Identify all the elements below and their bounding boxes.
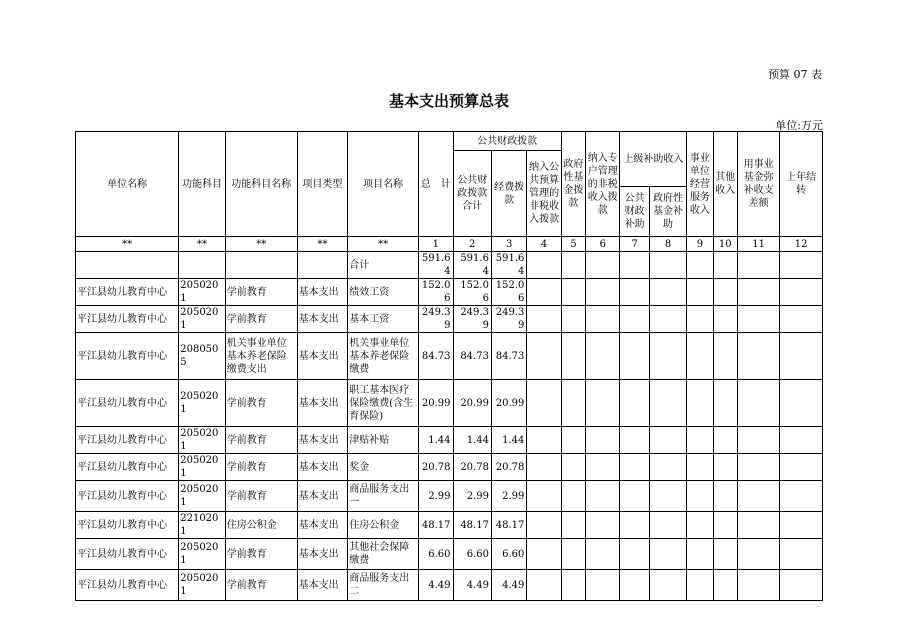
- row-pf-funds: 20.99: [491, 380, 526, 427]
- row-total: 84.73: [419, 333, 453, 380]
- table-row: [76, 570, 823, 601]
- form-code: 预算 07 表: [768, 68, 822, 81]
- row-func-code: 2050201: [179, 570, 226, 601]
- empty-cell: [620, 380, 649, 427]
- empty-cell: [649, 539, 686, 570]
- index-cell: 8: [649, 237, 686, 252]
- header-pf-total: 公共财政拨款合计: [453, 151, 491, 237]
- empty-cell: [649, 570, 686, 601]
- empty-cell: [649, 454, 686, 481]
- row-pf-total: 152.06: [453, 279, 491, 306]
- row-unit-name: 平江县幼儿教育中心: [76, 539, 179, 570]
- row-proj-name: 绩效工资: [348, 279, 419, 306]
- total-amount: 591.64: [419, 252, 453, 279]
- index-cell: 4: [527, 237, 561, 252]
- empty-cell: [713, 539, 737, 570]
- empty-cell: [649, 279, 686, 306]
- row-proj-type: 基本支出: [297, 454, 348, 481]
- row-pf-total: 2.99: [453, 481, 491, 512]
- row-func-code: 2080505: [179, 333, 226, 380]
- row-pf-total: 84.73: [453, 333, 491, 380]
- header-pf-funds: 经费拨款: [491, 151, 526, 237]
- empty-cell: [713, 306, 737, 333]
- row-unit-name: 平江县幼儿教育中心: [76, 570, 179, 601]
- empty-cell: [713, 512, 737, 539]
- row-total: 249.39: [419, 306, 453, 333]
- header-upper-public: 公共财政补助: [620, 187, 649, 237]
- empty-cell: [713, 380, 737, 427]
- empty-cell: [586, 539, 620, 570]
- row-total: 6.60: [419, 539, 453, 570]
- row-unit-name: 平江县幼儿教育中心: [76, 427, 179, 454]
- table-row: [76, 539, 823, 570]
- row-func-name: 住房公积金: [225, 512, 297, 539]
- total-row: [76, 252, 823, 279]
- index-cell: 9: [687, 237, 713, 252]
- empty-cell: [527, 570, 561, 601]
- empty-cell: [586, 279, 620, 306]
- row-proj-name: 奖金: [348, 454, 419, 481]
- empty-cell: [620, 454, 649, 481]
- empty-cell: [780, 306, 823, 333]
- empty-cell: [687, 427, 713, 454]
- row-pf-total: 249.39: [453, 306, 491, 333]
- row-func-name: 学前教育: [225, 570, 297, 601]
- row-proj-name: 商品服务支出二: [348, 570, 419, 601]
- empty-cell: [620, 512, 649, 539]
- row-proj-type: 基本支出: [297, 306, 348, 333]
- header-other-income: 其他收入: [713, 132, 737, 237]
- empty-cell: [586, 512, 620, 539]
- empty-cell: [737, 454, 780, 481]
- row-pf-total: 48.17: [453, 512, 491, 539]
- empty-cell: [687, 481, 713, 512]
- empty-cell: [649, 427, 686, 454]
- empty-cell: [780, 512, 823, 539]
- header-special-nontax: 纳入专户管理的非税收入拨款: [586, 132, 620, 237]
- empty-cell: [586, 454, 620, 481]
- empty-cell: [737, 539, 780, 570]
- empty-cell: [586, 481, 620, 512]
- empty-cell: [527, 279, 561, 306]
- row-pf-total: 20.78: [453, 454, 491, 481]
- empty-cell: [713, 333, 737, 380]
- row-proj-type: 基本支出: [297, 539, 348, 570]
- empty-cell: [737, 512, 780, 539]
- empty-cell: [780, 279, 823, 306]
- header-unit-name: 单位名称: [76, 132, 179, 237]
- page-title: 基本支出预算总表: [388, 92, 509, 110]
- row-func-code: 2050201: [179, 481, 226, 512]
- row-unit-name: 平江县幼儿教育中心: [76, 454, 179, 481]
- empty-cell: [620, 481, 649, 512]
- empty-cell: [780, 427, 823, 454]
- header-proj-name: 项目名称: [348, 132, 419, 237]
- empty-cell: [780, 539, 823, 570]
- row-func-code: 2050201: [179, 279, 226, 306]
- row-proj-name: 住房公积金: [348, 512, 419, 539]
- empty-cell: [527, 306, 561, 333]
- empty-cell: [649, 481, 686, 512]
- index-cell: 10: [713, 237, 737, 252]
- empty-cell: [586, 380, 620, 427]
- empty-cell: [780, 481, 823, 512]
- empty-cell: [687, 570, 713, 601]
- empty-cell: [561, 306, 585, 333]
- empty-cell: [737, 570, 780, 601]
- empty-cell: [527, 333, 561, 380]
- empty-cell: [561, 333, 585, 380]
- index-cell: **: [297, 237, 348, 252]
- row-func-code: 2050201: [179, 454, 226, 481]
- row-unit-name: 平江县幼儿教育中心: [76, 512, 179, 539]
- index-cell: 6: [586, 237, 620, 252]
- empty-cell: [687, 454, 713, 481]
- row-func-code: 2050201: [179, 306, 226, 333]
- row-func-code: 2210201: [179, 512, 226, 539]
- empty-cell: [649, 380, 686, 427]
- row-pf-total: 4.49: [453, 570, 491, 601]
- empty-cell: [527, 454, 561, 481]
- empty-cell: [620, 539, 649, 570]
- row-pf-total: 1.44: [453, 427, 491, 454]
- row-proj-type: 基本支出: [297, 481, 348, 512]
- table-row: [76, 481, 823, 512]
- table-row: [76, 279, 823, 306]
- row-pf-funds: 152.06: [491, 279, 526, 306]
- total-pf-funds: 591.64: [491, 252, 526, 279]
- empty-cell: [561, 512, 585, 539]
- row-proj-name: 津贴补贴: [348, 427, 419, 454]
- row-func-name: 学前教育: [225, 481, 297, 512]
- empty-cell: [737, 306, 780, 333]
- header-upper-subsidy: 上级补助收入: [620, 132, 687, 187]
- row-pf-funds: 48.17: [491, 512, 526, 539]
- row-proj-type: 基本支出: [297, 380, 348, 427]
- header-upper-fund: 政府性基金补助: [649, 187, 686, 237]
- row-proj-name: 机关事业单位基本养老保险缴费: [348, 333, 419, 380]
- total-label: 合计: [348, 252, 419, 279]
- unit-label: 单位:万元: [775, 119, 823, 132]
- row-proj-type: 基本支出: [297, 512, 348, 539]
- empty-cell: [620, 306, 649, 333]
- row-total: 152.06: [419, 279, 453, 306]
- empty-cell: [780, 570, 823, 601]
- total-pf-total: 591.64: [453, 252, 491, 279]
- empty-cell: [737, 427, 780, 454]
- empty-cell: [586, 333, 620, 380]
- header-total: 总 计: [419, 132, 453, 237]
- empty-cell: [687, 512, 713, 539]
- empty-cell: [713, 570, 737, 601]
- index-cell: **: [225, 237, 297, 252]
- row-pf-funds: 2.99: [491, 481, 526, 512]
- row-func-name: 学前教育: [225, 427, 297, 454]
- index-cell: 1: [419, 237, 453, 252]
- empty-cell: [527, 539, 561, 570]
- row-func-code: 2050201: [179, 380, 226, 427]
- empty-cell: [561, 279, 585, 306]
- row-proj-name: 其他社会保障缴费: [348, 539, 419, 570]
- index-cell: 7: [620, 237, 649, 252]
- empty-cell: [527, 512, 561, 539]
- table-row: [76, 380, 823, 427]
- empty-cell: [527, 481, 561, 512]
- table-row: [76, 306, 823, 333]
- empty-cell: [620, 570, 649, 601]
- empty-cell: [713, 481, 737, 512]
- row-proj-type: 基本支出: [297, 570, 348, 601]
- table-row: [76, 512, 823, 539]
- row-pf-funds: 20.78: [491, 454, 526, 481]
- row-func-name: 学前教育: [225, 454, 297, 481]
- header-offset: 用事业基金弥补收支差额: [737, 132, 780, 237]
- empty-cell: [780, 454, 823, 481]
- empty-cell: [561, 454, 585, 481]
- header-func-name: 功能科目名称: [225, 132, 297, 237]
- row-unit-name: 平江县幼儿教育中心: [76, 279, 179, 306]
- row-pf-total: 20.99: [453, 380, 491, 427]
- empty-cell: [737, 333, 780, 380]
- row-unit-name: 平江县幼儿教育中心: [76, 333, 179, 380]
- row-pf-funds: 1.44: [491, 427, 526, 454]
- index-row: [76, 237, 823, 252]
- index-cell: **: [348, 237, 419, 252]
- header-carryover: 上年结转: [780, 132, 823, 237]
- empty-cell: [620, 427, 649, 454]
- table-row: [76, 454, 823, 481]
- row-func-code: 2050201: [179, 427, 226, 454]
- index-cell: 5: [561, 237, 585, 252]
- index-cell: 3: [491, 237, 526, 252]
- empty-cell: [586, 570, 620, 601]
- row-pf-funds: 84.73: [491, 333, 526, 380]
- row-pf-funds: 4.49: [491, 570, 526, 601]
- empty-cell: [687, 333, 713, 380]
- empty-cell: [561, 481, 585, 512]
- row-func-name: 学前教育: [225, 279, 297, 306]
- index-cell: **: [179, 237, 226, 252]
- header-public-finance: 公共财政拨款: [453, 132, 561, 151]
- row-pf-funds: 6.60: [491, 539, 526, 570]
- row-unit-name: 平江县幼儿教育中心: [76, 380, 179, 427]
- row-total: 2.99: [419, 481, 453, 512]
- empty-cell: [649, 333, 686, 380]
- empty-cell: [737, 279, 780, 306]
- budget-table: [75, 131, 823, 601]
- index-cell: **: [76, 237, 179, 252]
- empty-cell: [713, 454, 737, 481]
- empty-cell: [586, 427, 620, 454]
- empty-cell: [527, 380, 561, 427]
- row-func-name: 机关事业单位基本养老保险缴费支出: [225, 333, 297, 380]
- empty-cell: [687, 279, 713, 306]
- empty-cell: [687, 380, 713, 427]
- row-total: 48.17: [419, 512, 453, 539]
- row-proj-name: 职工基本医疗保险缴费(含生育保险): [348, 380, 419, 427]
- empty-cell: [687, 306, 713, 333]
- header-pf-nontax: 纳入公共预算管理的非税收入拨款: [527, 151, 561, 237]
- table-row: [76, 427, 823, 454]
- row-proj-type: 基本支出: [297, 279, 348, 306]
- empty-cell: [561, 427, 585, 454]
- empty-cell: [561, 570, 585, 601]
- header-gov-fund: 政府性基金拨款: [561, 132, 585, 237]
- row-func-code: 2050201: [179, 539, 226, 570]
- empty-cell: [780, 380, 823, 427]
- empty-cell: [561, 380, 585, 427]
- row-unit-name: 平江县幼儿教育中心: [76, 306, 179, 333]
- row-func-name: 学前教育: [225, 380, 297, 427]
- header-func-code: 功能科目: [179, 132, 226, 237]
- row-func-name: 学前教育: [225, 306, 297, 333]
- empty-cell: [649, 512, 686, 539]
- empty-cell: [561, 539, 585, 570]
- header-proj-type: 项目类型: [297, 132, 348, 237]
- index-cell: 2: [453, 237, 491, 252]
- row-pf-total: 6.60: [453, 539, 491, 570]
- index-cell: 11: [737, 237, 780, 252]
- empty-cell: [713, 279, 737, 306]
- row-pf-funds: 249.39: [491, 306, 526, 333]
- index-cell: 12: [780, 237, 823, 252]
- row-proj-type: 基本支出: [297, 427, 348, 454]
- empty-cell: [527, 427, 561, 454]
- row-func-name: 学前教育: [225, 539, 297, 570]
- empty-cell: [713, 427, 737, 454]
- empty-cell: [737, 481, 780, 512]
- row-total: 20.78: [419, 454, 453, 481]
- empty-cell: [780, 333, 823, 380]
- header-business-income: 事业单位经营服务收入: [687, 132, 713, 237]
- row-proj-name: 基本工资: [348, 306, 419, 333]
- empty-cell: [620, 279, 649, 306]
- row-proj-name: 商品服务支出一: [348, 481, 419, 512]
- row-total: 20.99: [419, 380, 453, 427]
- row-unit-name: 平江县幼儿教育中心: [76, 481, 179, 512]
- row-total: 1.44: [419, 427, 453, 454]
- empty-cell: [737, 380, 780, 427]
- row-proj-type: 基本支出: [297, 333, 348, 380]
- empty-cell: [586, 306, 620, 333]
- table-row: [76, 333, 823, 380]
- empty-cell: [687, 539, 713, 570]
- empty-cell: [649, 306, 686, 333]
- row-total: 4.49: [419, 570, 453, 601]
- empty-cell: [620, 333, 649, 380]
